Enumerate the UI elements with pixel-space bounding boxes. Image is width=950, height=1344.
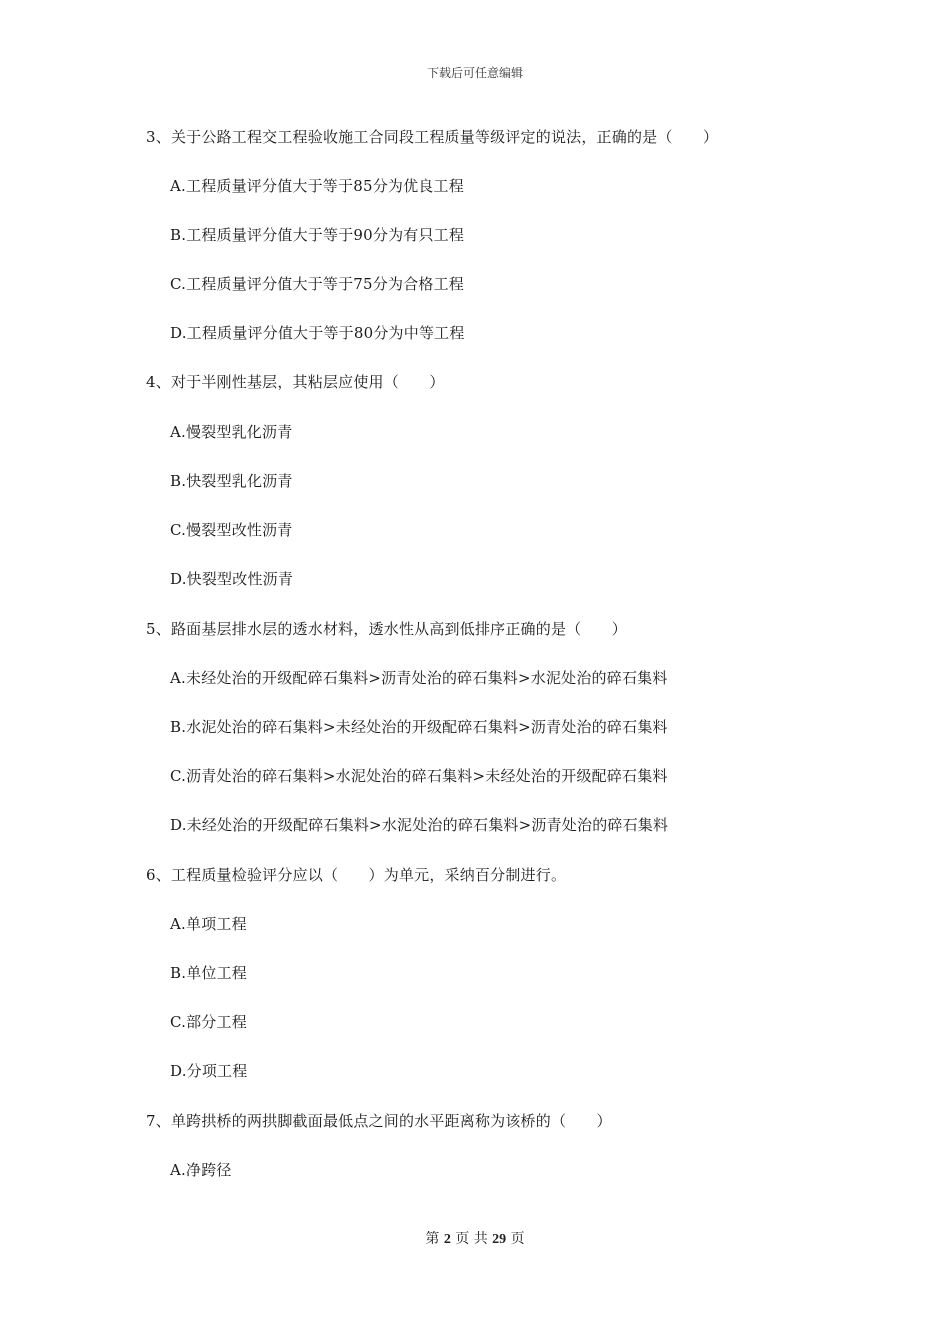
option-a: A.单项工程 bbox=[170, 915, 247, 933]
option-a: A.未经处治的开级配碎石集料>沥青处治的碎石集料>水泥处治的碎石集料 bbox=[170, 669, 668, 687]
option-c: C.工程质量评分值大于等于75分为合格工程 bbox=[170, 275, 464, 293]
footer-suffix: 页 bbox=[510, 1231, 525, 1247]
option-c: C.部分工程 bbox=[170, 1013, 247, 1031]
footer-middle: 页 共 bbox=[455, 1231, 488, 1247]
option-c: C.沥青处治的碎石集料>水泥处治的碎石集料>未经处治的开级配碎石集料 bbox=[170, 767, 668, 785]
footer-prefix: 第 bbox=[425, 1231, 440, 1247]
option-d: D.工程质量评分值大于等于80分为中等工程 bbox=[170, 324, 465, 342]
option-d: D.分项工程 bbox=[170, 1062, 248, 1080]
option-a: A.慢裂型乳化沥青 bbox=[170, 423, 293, 441]
page-number: 2 bbox=[443, 1232, 451, 1247]
option-b: B.水泥处治的碎石集料>未经处治的开级配碎石集料>沥青处治的碎石集料 bbox=[170, 718, 668, 736]
option-d: D.未经处治的开级配碎石集料>水泥处治的碎石集料>沥青处治的碎石集料 bbox=[170, 816, 669, 834]
page-footer bbox=[0, 1228, 950, 1248]
option-d: D.快裂型改性沥青 bbox=[170, 570, 294, 588]
question-stem: 4、对于半刚性基层，其粘层应使用（ ） bbox=[146, 373, 445, 391]
option-a: A.净跨径 bbox=[170, 1161, 232, 1179]
question-stem: 6、工程质量检验评分应以（ ）为单元，采纳百分制进行。 bbox=[146, 866, 567, 884]
option-b: B.工程质量评分值大于等于90分为有只工程 bbox=[170, 226, 465, 244]
question-stem: 3、关于公路工程交工程验收施工合同段工程质量等级评定的说法，正确的是（ ） bbox=[146, 128, 719, 146]
option-c: C.慢裂型改性沥青 bbox=[170, 521, 293, 539]
question-stem: 5、路面基层排水层的透水材料，透水性从高到低排序正确的是（ ） bbox=[146, 620, 627, 638]
option-b: B.快裂型乳化沥青 bbox=[170, 472, 293, 490]
option-b: B.单位工程 bbox=[170, 964, 247, 982]
page-header: 下载后可任意编辑 bbox=[426, 66, 523, 80]
question-stem: 7、单跨拱桥的两拱脚截面最低点之间的水平距离称为该桥的（ ） bbox=[146, 1112, 612, 1130]
total-pages: 29 bbox=[492, 1232, 507, 1247]
option-a: A.工程质量评分值大于等于85分为优良工程 bbox=[170, 177, 464, 195]
